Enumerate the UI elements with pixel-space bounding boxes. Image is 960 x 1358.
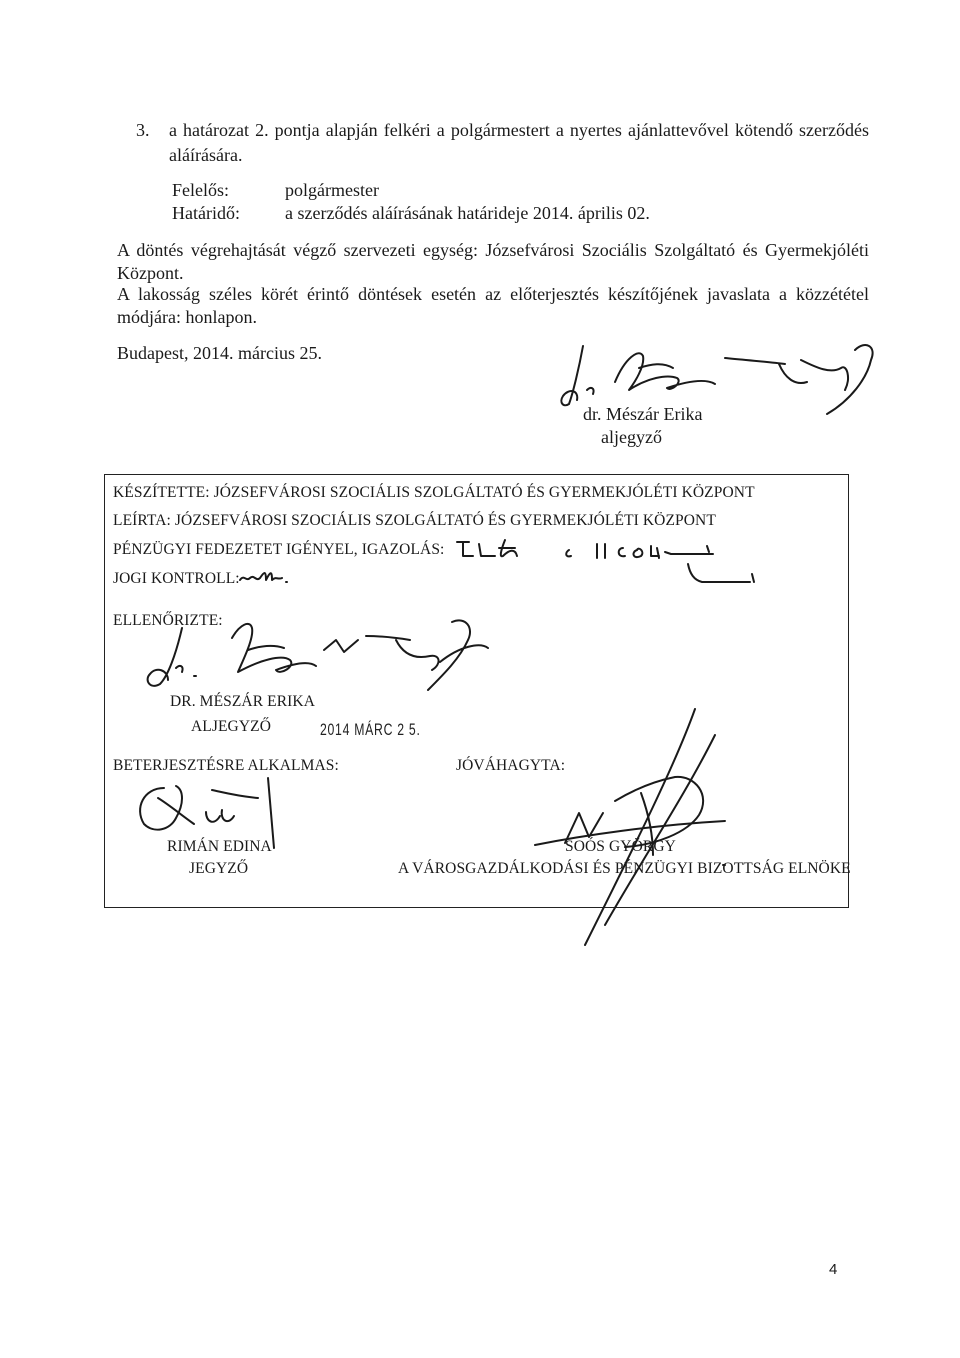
written-by: LEÍRTA: JÓZSEFVÁROSI SZOCIÁLIS SZOLGÁLTATÓ ÉS GYERMEKJÓLÉTI KÖZPONT [113,512,716,529]
checker-signature [140,610,520,700]
approver-signature [525,705,745,955]
checker-name: DR. MÉSZÁR ERIKA [170,693,315,710]
publication-line1: A lakosság széles körét érintő döntések esetén az előterjesztés készítőjének javaslata a közzététel [117,284,869,304]
legal-mark [680,560,770,590]
prepared-by: KÉSZÍTETTE: JÓZSEFVÁROSI SZOCIÁLIS SZOLGÁLTATÓ ÉS GYERMEKJÓLÉTI KÖZPONT [113,484,755,501]
legal-handwriting [238,566,298,586]
deadline-value: a szerződés aláírásának határideje 2014. április 02. [285,203,650,223]
received-stamp-date: 2014 MÁRC 2 5. [320,720,421,739]
finance-verification: PÉNZÜGYI FEDEZETET IGÉNYEL, IGAZOLÁS: [113,541,445,558]
item-text-line2: aláírására. [169,145,243,165]
publication-line2: módjára: honlapon. [117,307,257,327]
checker-title: ALJEGYZŐ [191,718,272,735]
approved-label: JÓVÁHAGYTA: [456,757,566,774]
submitter-title: JEGYZŐ [189,860,249,877]
item-number: 3. [136,120,150,140]
responsible-label: Felelős: [172,180,229,200]
approver-title: A VÁROSGAZDÁLKODÁSI ÉS PÉNZÜGYI BIZOTTSÁG ELNÖKE [398,860,851,877]
responsible-value: polgármester [285,180,379,200]
executor-line2: Központ. [117,263,184,283]
place-date: Budapest, 2014. március 25. [117,343,322,363]
signatory-title: aljegyző [601,427,662,447]
submission-label: BETERJESZTÉSRE ALKALMAS: [113,757,339,774]
deadline-label: Határidő: [172,203,240,223]
page-number: 4 [829,1261,838,1278]
legal-control: JOGI KONTROLL: [113,570,240,587]
approver-name: SOÓS GYÖRGY [565,838,676,855]
item-text-line1: a határozat 2. pontja alapján felkéri a polgármestert a nyertes ajánlattevővel kötendő szerződés [169,120,869,140]
executor-line1: A döntés végrehajtását végző szervezeti egység: Józsefvárosi Szociális Szolgáltató és Gyermekjóléti [117,240,869,260]
submitter-name: RIMÁN EDINA [167,838,272,855]
signatory-name: dr. Mészár Erika [583,404,703,424]
checked-label: ELLENŐRIZTE: [113,612,223,629]
